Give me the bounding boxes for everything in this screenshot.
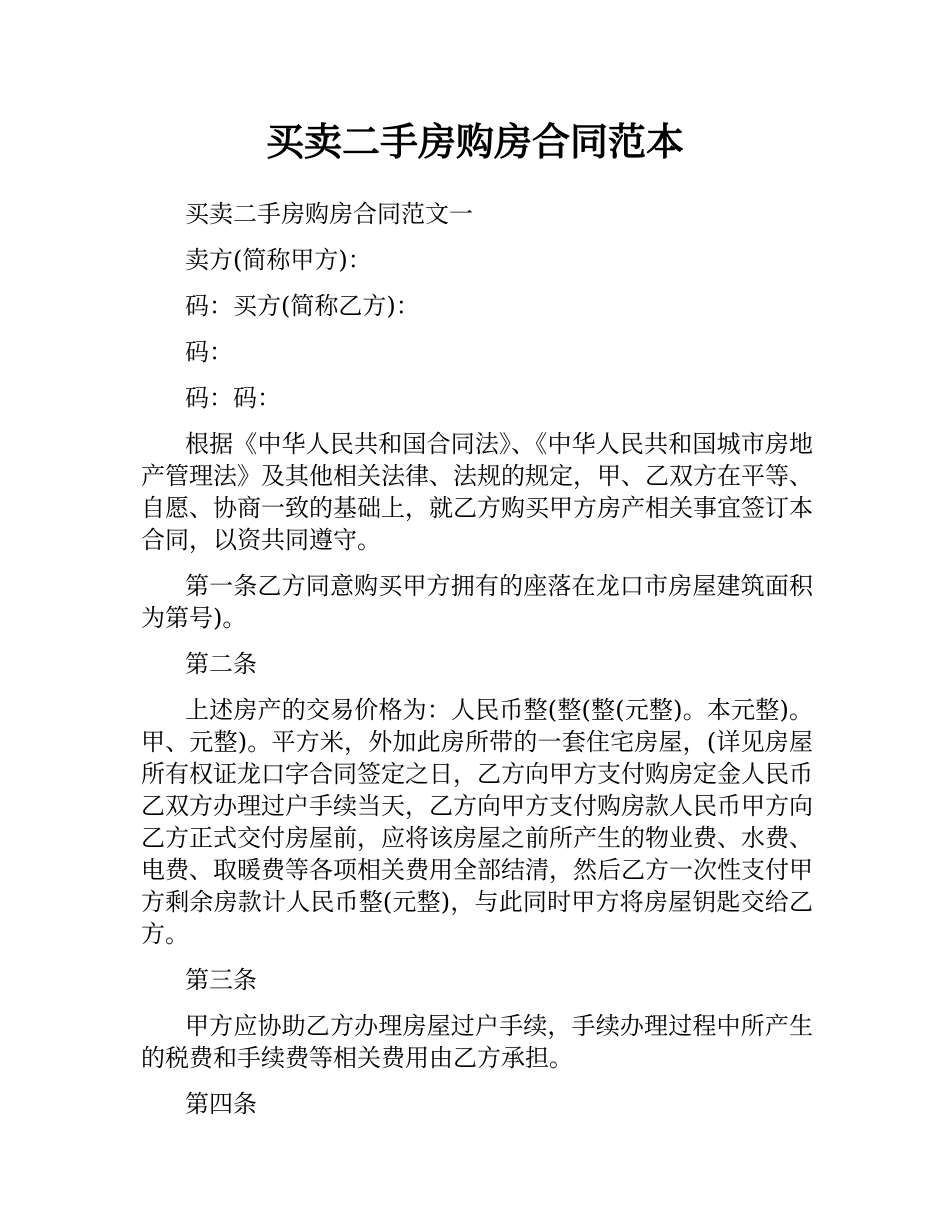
paragraph-article-4-heading: 第四条 [185, 1090, 257, 1118]
paragraph-article-1: 第一条乙方同意购买甲方拥有的座落在龙口市房屋建筑面积为第号)。 [141, 572, 813, 632]
paragraph-article-2-body: 上述房产的交易价格为：人民币整(整(整(元整)。本元整)。甲、元整)。平方米，外加此房所带的一套住宅房屋，(详见房屋所有权证龙口字合同签定之日，乙方向甲方支付购房定金人民币乙双方办理过户手续当天，乙方向甲方支付购房款人民币甲方向乙方正式交付房屋前，应将该房屋之前所产生的物业费、水费、电费、取暖费等各项相关费用全部结清，然后乙方一次性支付甲方剩余房款计人民币整(元整)，与此同时甲方将房屋钥匙交给乙方。 [141, 696, 813, 948]
paragraph-preamble: 根据《中华人民共和国合同法》、《中华人民共和国城市房地产管理法》及其他相关法律、法规的规定，甲、乙双方在平等、自愿、协商一致的基础上，就乙方购买甲方房产相关事宜签订本合同，以资共同遵守。 [141, 430, 813, 554]
paragraph-buyer: 码：买方(简称乙方)： [185, 292, 420, 320]
paragraph-seller: 卖方(简称甲方)： [185, 246, 372, 274]
document-title: 买卖二手房购房合同范本 [265, 120, 684, 164]
paragraph-article-2-heading: 第二条 [185, 650, 257, 678]
paragraph-contract-heading: 买卖二手房购房合同范文一 [185, 200, 473, 228]
paragraph-code-2: 码：码： [185, 384, 281, 412]
paragraph-code-1: 码： [185, 338, 233, 366]
paragraph-article-3-heading: 第三条 [185, 966, 257, 994]
paragraph-article-3-body: 甲方应协助乙方办理房屋过户手续，手续办理过程中所产生的税费和手续费等相关费用由乙方承担。 [141, 1012, 813, 1072]
document-body [141, 198, 813, 1134]
